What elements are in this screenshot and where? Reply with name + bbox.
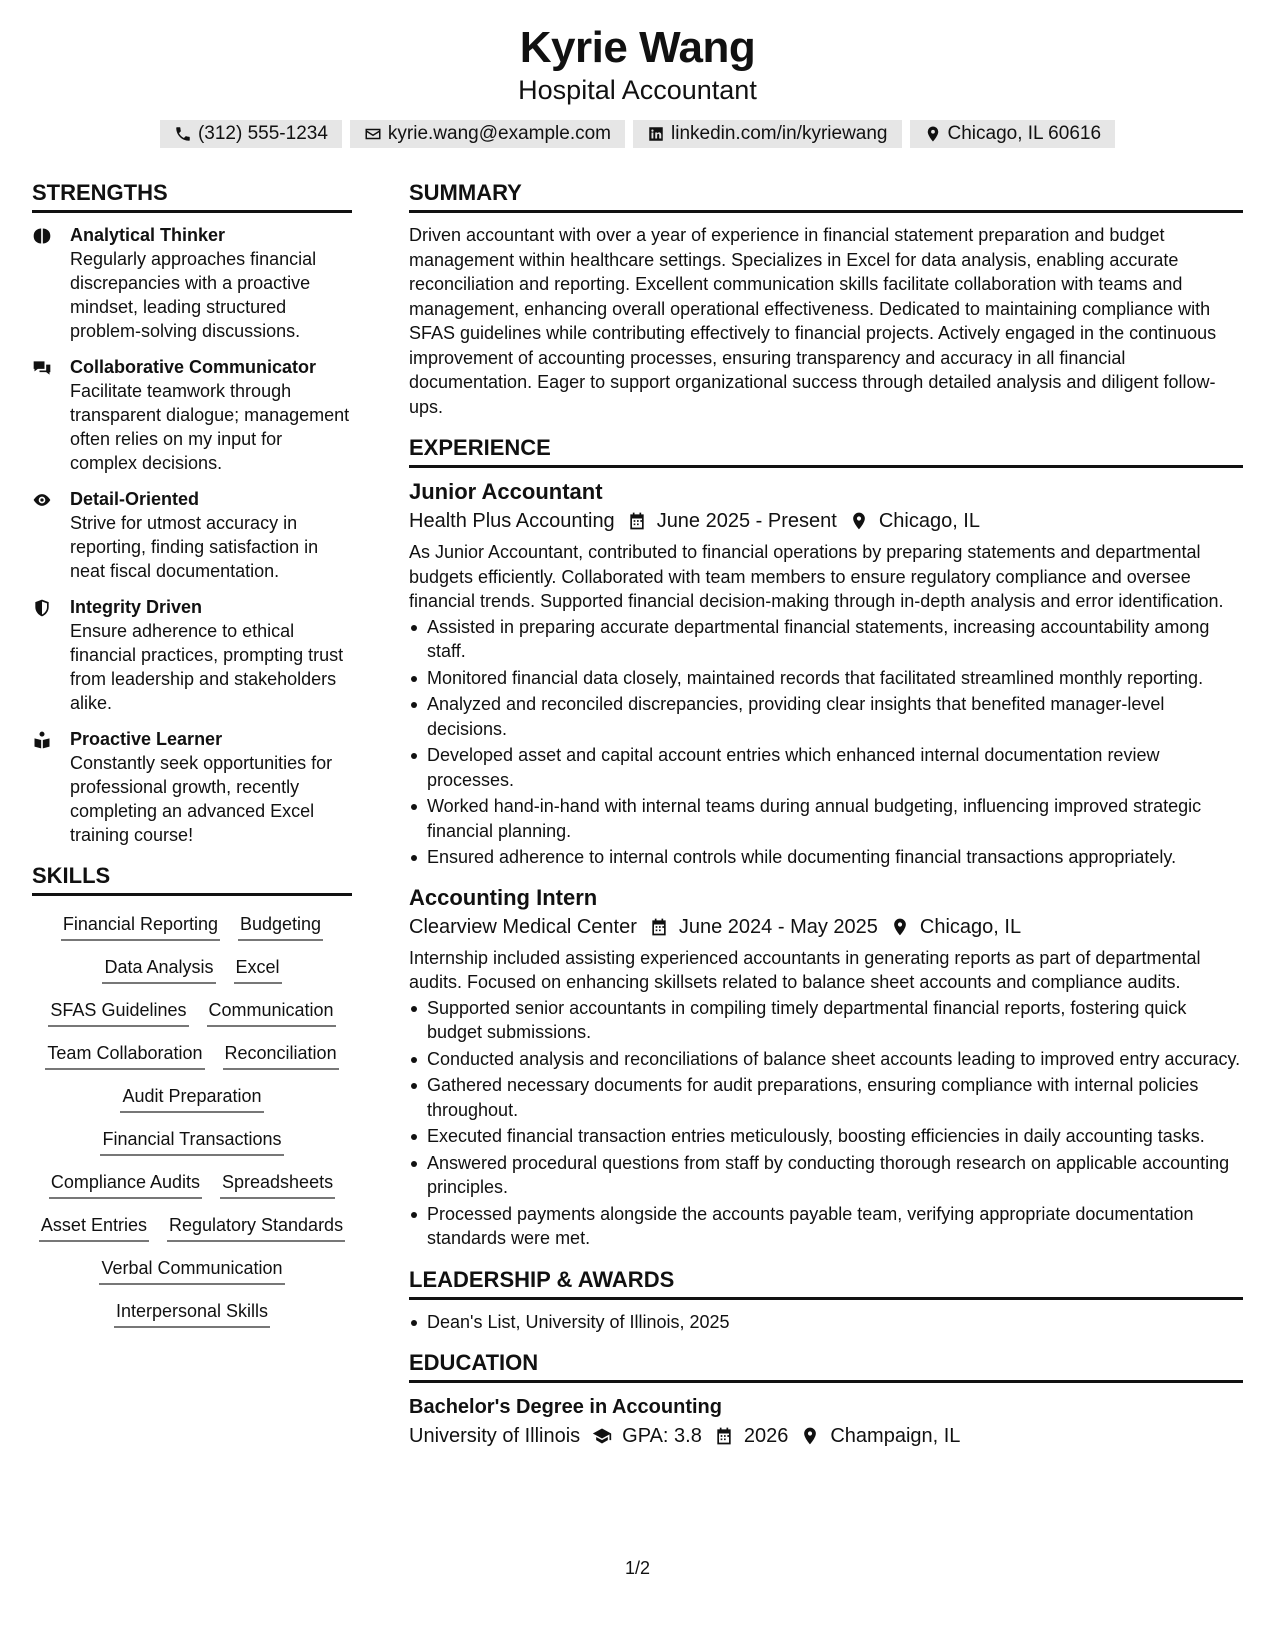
skill-tag: Compliance Audits [49, 1170, 202, 1199]
left-column [32, 178, 352, 1328]
job-meta [409, 912, 1243, 942]
page-number: 1/2 [624, 1558, 651, 1578]
skill-tag: Audit Preparation [120, 1084, 263, 1113]
contact-bar [0, 120, 1275, 148]
skill-tag: Verbal Communication [99, 1256, 284, 1285]
contact-linkedin[interactable] [633, 120, 902, 148]
job-bullets [409, 615, 1243, 870]
shield-icon [32, 598, 52, 618]
strength-desc: Strive for utmost accuracy in reporting, finding satisfaction in neat fiscal documentation. [70, 513, 319, 581]
skills-heading: SKILLS [32, 861, 352, 896]
list-item: Conducted analysis and reconciliations of balance sheet accounts leading to improved entry accuracy. [409, 1047, 1243, 1072]
summary-heading: SUMMARY [409, 178, 1243, 213]
graduation-cap-icon [592, 1426, 612, 1446]
brain-icon [32, 226, 52, 246]
contact-phone[interactable] [160, 120, 342, 148]
strength-desc: Ensure adherence to ethical financial practices, prompting trust from leadership and stakeholders alike. [70, 621, 344, 713]
list-item: Developed asset and capital account entries which enhanced internal documentation review processes. [409, 743, 1243, 792]
skill-tag: Data Analysis [102, 955, 215, 984]
list-item: Executed financial transaction entries meticulously, boosting efficiencies in daily accounting tasks. [409, 1124, 1243, 1149]
chat-bubbles-icon [32, 358, 52, 378]
contact-location [910, 120, 1116, 148]
education-heading: EDUCATION [409, 1348, 1243, 1383]
job-location: Chicago, IL [919, 915, 1022, 938]
right-column [409, 178, 1243, 1455]
strength-item [32, 727, 352, 847]
skills-list [32, 906, 352, 1328]
experience-heading: EXPERIENCE [409, 433, 1243, 468]
email-icon [364, 125, 382, 143]
location-icon [890, 917, 910, 937]
job-title: Accounting Intern [409, 884, 598, 910]
strength-item [32, 223, 352, 343]
summary-text: Driven accountant with over a year of experience in financial statement preparation and budget management within healthcare settings. Specializes in Excel for data analysis, enabling accurate reconciliation and reporting. Excellent communication skills facilitate collaboration with teams and management, enhancing overall operational effectiveness. Dedicated to maintaining compliance with SFAS guidelines while contributing effectively to financial projects. Actively engaged in the continuous improvement of accounting processes, ensuring transparency and accuracy in all financial documentation. Eager to support organizational success through detailed analysis and diligent follow-ups. [409, 225, 1217, 417]
reading-person-icon [32, 730, 52, 750]
strength-title: Integrity Driven [70, 597, 203, 617]
job-meta [409, 506, 1243, 536]
strength-desc: Facilitate teamwork through transparent dialogue; management often relies on my input for complex decisions. [70, 381, 350, 473]
job-entry [409, 478, 1243, 870]
linkedin-icon [647, 125, 665, 143]
calendar-icon [714, 1426, 734, 1446]
contact-linkedin-text: linkedin.com/in/kyriewang [671, 123, 888, 144]
edu-school: University of Illinois [409, 1425, 581, 1447]
contact-email[interactable] [350, 120, 625, 148]
calendar-icon [649, 917, 669, 937]
skill-tag: Communication [207, 998, 336, 1027]
edu-degree: Bachelor's Degree in Accounting [409, 1396, 722, 1418]
job-description: Internship included assisting experienced accountants in generating reports as part of departmental audits. Focused on enhancing skillsets related to balance sheet accounts and compliance audits. [409, 947, 1201, 992]
contact-email-text: kyrie.wang@example.com [387, 123, 611, 144]
skill-tag: Spreadsheets [220, 1170, 335, 1199]
skill-tag: SFAS Guidelines [48, 998, 188, 1027]
edu-location: Champaign, IL [830, 1425, 961, 1447]
skill-tag: Financial Transactions [100, 1127, 283, 1156]
job-dates: June 2025 - Present [656, 510, 837, 532]
job-location: Chicago, IL [878, 510, 980, 532]
skill-tag: Reconciliation [223, 1041, 339, 1070]
location-icon [800, 1426, 820, 1446]
skill-tag: Regulatory Standards [167, 1213, 345, 1242]
list-item: Answered procedural questions from staff by conducting thorough research on applicable accounting principles. [409, 1151, 1243, 1200]
candidate-name: Kyrie Wang [519, 23, 756, 72]
job-company: Health Plus Accounting [409, 510, 615, 532]
job-entry [409, 884, 1243, 1251]
skill-tag: Asset Entries [39, 1213, 149, 1242]
awards-heading: LEADERSHIP & AWARDS [409, 1265, 1243, 1300]
strength-title: Collaborative Communicator [70, 357, 317, 377]
job-bullets [409, 996, 1243, 1251]
list-item: Monitored financial data closely, maintained records that facilitated streamlined monthly reporting. [409, 666, 1243, 691]
list-item: Analyzed and reconciled discrepancies, providing clear insights that benefited manager-level decisions. [409, 692, 1243, 741]
edu-meta [409, 1421, 1243, 1451]
list-item: Gathered necessary documents for audit preparations, ensuring compliance with internal policies throughout. [409, 1073, 1243, 1122]
strength-desc: Constantly seek opportunities for professional growth, recently completing an advanced Excel training course! [70, 753, 333, 845]
calendar-icon [627, 511, 647, 531]
job-title: Junior Accountant [409, 479, 603, 504]
edu-year: 2026 [743, 1425, 789, 1447]
strength-desc: Regularly approaches financial discrepancies with a proactive mindset, leading structured problem-solving discussions. [70, 249, 317, 341]
list-item: Processed payments alongside the accounts payable team, verifying appropriate documentation standards were met. [409, 1202, 1243, 1251]
resume-header [0, 22, 1275, 148]
strength-item [32, 355, 352, 475]
job-company: Clearview Medical Center [409, 915, 637, 938]
phone-icon [174, 125, 192, 143]
edu-gpa: GPA: 3.8 [622, 1425, 702, 1447]
strength-item [32, 487, 352, 583]
eye-icon [32, 490, 52, 510]
job-dates: June 2024 - May 2025 [678, 915, 878, 938]
skill-tag: Excel [234, 955, 282, 984]
strength-title: Analytical Thinker [70, 225, 226, 245]
skill-tag: Budgeting [238, 912, 323, 941]
skill-tag: Interpersonal Skills [114, 1299, 270, 1328]
awards-list [409, 1310, 1243, 1335]
skill-tag: Team Collaboration [45, 1041, 204, 1070]
contact-phone-text: (312) 555-1234 [197, 123, 328, 144]
strength-title: Proactive Learner [70, 729, 223, 749]
list-item: Assisted in preparing accurate departmental financial statements, increasing accountability among staff. [409, 615, 1243, 664]
list-item: Worked hand-in-hand with internal teams during annual budgeting, influencing improved strategic financial planning. [409, 794, 1243, 843]
list-item: Dean's List, University of Illinois, 2025 [409, 1310, 1243, 1335]
strengths-heading: STRENGTHS [32, 178, 352, 213]
contact-location-text: Chicago, IL 60616 [947, 123, 1102, 144]
skill-tag: Financial Reporting [61, 912, 220, 941]
location-icon [924, 125, 942, 143]
strength-title: Detail-Oriented [70, 489, 200, 509]
job-description: As Junior Accountant, contributed to financial operations by preparing statements and departmental budgets efficiently. Collaborated with team members to ensure regulatory compliance and oversee financial trends. Supported financial decision-making through in-depth analysis and error identification. [409, 542, 1224, 611]
location-icon [849, 511, 869, 531]
strength-item [32, 595, 352, 715]
list-item: Ensured adherence to internal controls while documenting financial transactions appropriately. [409, 845, 1243, 870]
list-item: Supported senior accountants in compiling timely departmental financial reports, fostering quick budget submissions. [409, 996, 1243, 1045]
candidate-role: Hospital Accountant [518, 75, 757, 105]
